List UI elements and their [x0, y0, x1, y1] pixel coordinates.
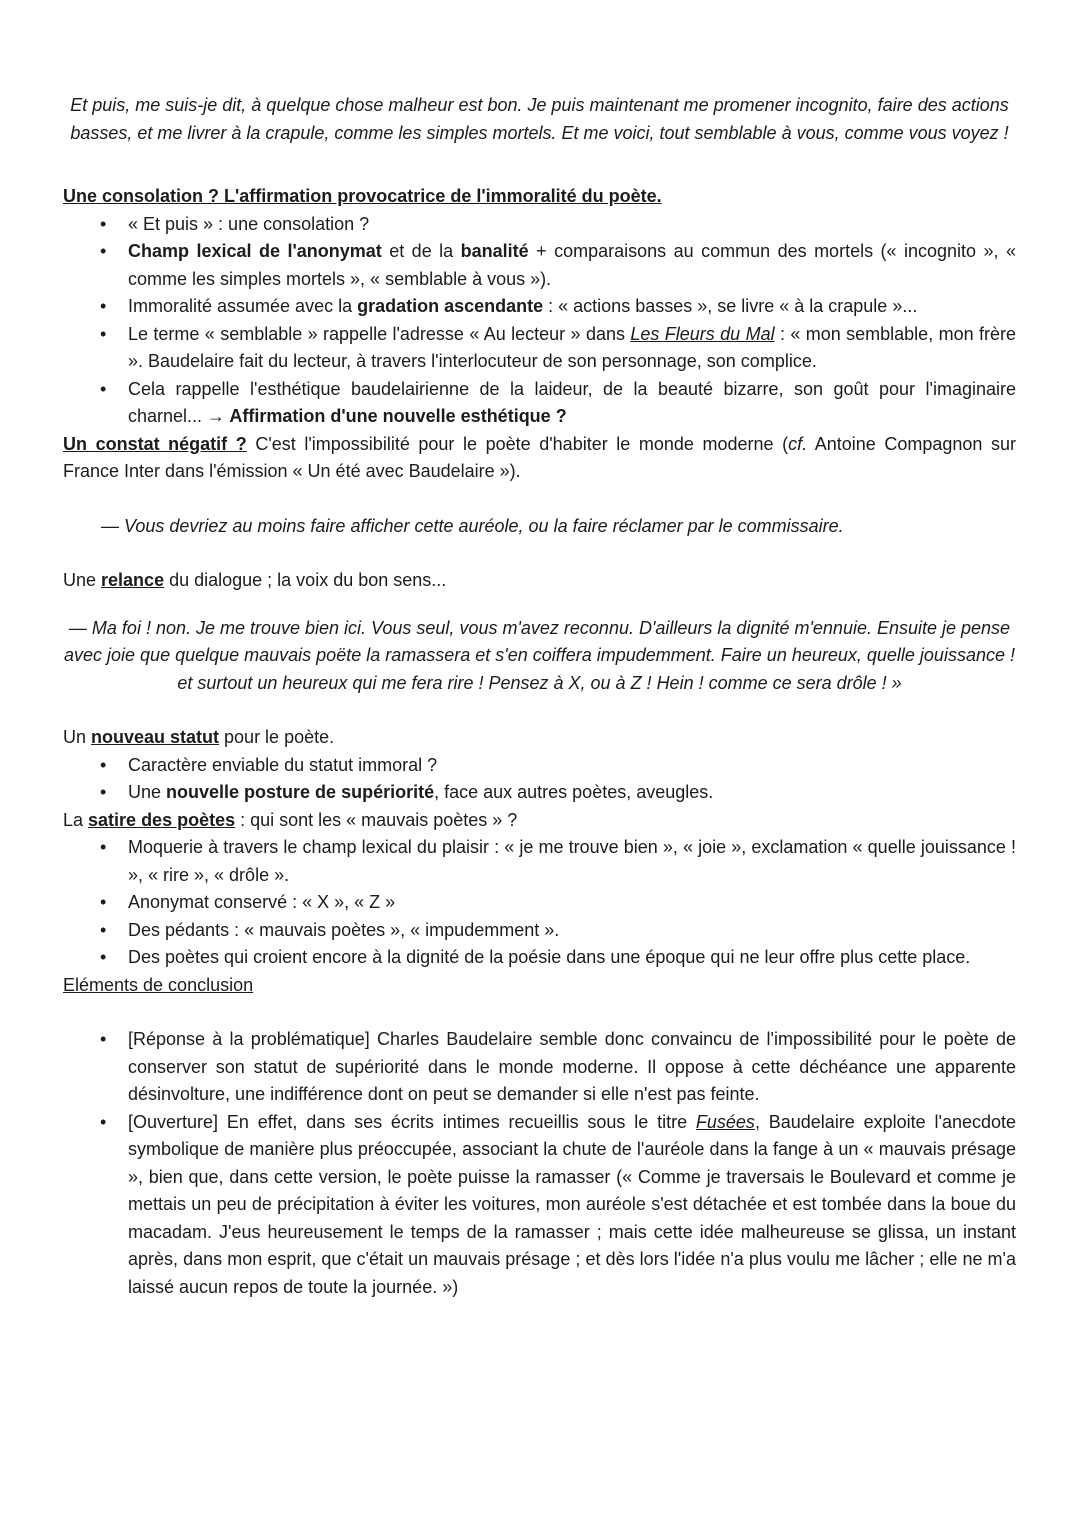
statut-intro-line: [63, 724, 1016, 752]
bullet-dignite: • Des poètes qui croient encore à la dignité de la poésie dans une époque qui ne leur offre plus cette place.: [128, 944, 1016, 972]
bold-run: gradation ascendante: [357, 296, 544, 316]
bullet-anonymat: • Anonymat conservé : « X », « Z »: [128, 889, 1016, 917]
text-run: Une: [63, 570, 102, 590]
statut-bullet-list: [63, 752, 1016, 807]
cf-run: cf.: [788, 433, 808, 454]
text-run: , face aux autres poètes, aveugles.: [434, 782, 714, 802]
bullet-pedants: • Des pédants : « mauvais poètes », « impudemment ».: [128, 917, 1016, 945]
bullet-nouvelle-posture: [128, 779, 1016, 807]
text-run: [Ouverture] En effet, dans ses écrits intimes recueillis sous le titre: [128, 1111, 696, 1132]
relance-line: [63, 567, 1016, 595]
bullet-ouverture: [128, 1109, 1016, 1302]
relance-keyword-run: relance: [101, 570, 165, 590]
bullet-esthetique: [128, 376, 1016, 431]
text-run: du dialogue ; la voix du bon sens...: [164, 570, 447, 590]
arrow-conclusion-run: → Affirmation d'une nouvelle esthétique ?: [207, 406, 567, 426]
satire-bullet-list: [63, 834, 1016, 972]
satire-intro-line: [63, 807, 1016, 835]
bold-run: banalité: [460, 241, 529, 261]
bold-run: nouvelle posture de supériorité: [166, 782, 435, 802]
text-run: pour le poète.: [219, 727, 335, 747]
text-run: : « mon semblable, mon frère ». Baudelaire fait du lecteur, à travers l'interlocuteur de son personnage, son complice.: [128, 323, 1016, 371]
constat-heading-run: Un constat négatif ?: [63, 433, 247, 454]
heading-consolation: Une consolation ? L'affirmation provocatrice de l'immoralité du poète.: [63, 186, 662, 206]
statut-keyword-run: nouveau statut: [91, 727, 220, 747]
text-run: + comparaisons au commun des mortels (« incognito », « comme les simples mortels », « semblable à vous »).: [128, 241, 1017, 289]
text-run: Un: [63, 727, 92, 747]
intro-quote: Et puis, me suis-je dit, à quelque chose malheur est bon. Je puis maintenant me promener incognito, faire des actions basses, et me livrer à la crapule, comme les simples mortels. Et me voici, tout semblable à vous, comme vous voyez !: [70, 95, 1009, 143]
text-run: et de la: [381, 241, 461, 261]
constat-paragraph: [63, 431, 1016, 486]
text-run: C'est l'impossibilité pour le poète d'habiter le monde moderne (: [246, 433, 789, 454]
bullet-semblable: [128, 321, 1016, 376]
bullet-champ-lexical: [128, 238, 1016, 293]
bullet-caractere-enviable: • Caractère enviable du statut immoral ?: [128, 752, 1016, 780]
text-run: Antoine Compagnon sur France Inter dans l'émission « Un été avec Baudelaire »).: [63, 433, 1016, 481]
consolation-bullet-list: [63, 211, 1016, 431]
bullet-et-puis: • « Et puis » : une consolation ?: [128, 211, 1016, 239]
conclusion-bullet-list: [63, 1026, 1016, 1301]
satire-keyword-run: satire des poètes: [88, 809, 236, 830]
text-run: Cela rappelle l'esthétique baudelairienne de la laideur, de la beauté bizarre, son goût pour l'imaginaire charnel...: [128, 378, 1016, 426]
bullet-reponse-problematique: • [Réponse à la problématique] Charles Baudelaire semble donc convaincu de l'impossibilité pour le poète de conserver son statut de supériorité dans le monde moderne. Il oppose à cette déchéance une apparente désinvolture, une indifférence dont on peut se demander si elle n'est pas feinte.: [128, 1026, 1016, 1109]
text-run: : « actions basses », se livre « à la crapule »...: [543, 296, 918, 316]
text-run: : qui sont les « mauvais poètes » ?: [235, 809, 518, 830]
heading-conclusion: Eléments de conclusion: [63, 974, 254, 995]
bold-run: Champ lexical de l'anonymat: [128, 241, 382, 261]
text-run: La: [63, 809, 89, 830]
text-run: Une: [128, 782, 167, 802]
bullet-moquerie: • Moquerie à travers le champ lexical du plaisir : « je me trouve bien », « joie », exclamation « quelle jouissance ! », « rire », « drôle ».: [128, 834, 1016, 889]
text-run: Immoralité assumée avec la: [128, 296, 358, 316]
quote-commissaire: — Vous devriez au moins faire afficher cette auréole, ou la faire réclamer par le commissaire.: [101, 515, 844, 536]
bullet-immoralite: [128, 293, 1016, 321]
book-title-fusees: Fusées: [695, 1111, 755, 1132]
text-run: , Baudelaire exploite l'anecdote symbolique de manière plus préoccupée, associant la chute de l'auréole dans la fange à un « mauvais présage », bien que, dans cette version, le poète puisse la ramasser (« Comme je traversais le Boulevard et comme je mettais un peu de précipitation à éviter les voitures, mon auréole s'est détachée et est tombée dans la boue du macadam. J'eus heureusement le temps de la ramasser ; mais cette idée malheureuse se glissa, un instant après, dans mon esprit, que c'était un mauvais présage ; et dès lors l'idée n'a plus voulu me lâcher ; elle ne m'a laissé aucun repos de toute la journée. »): [128, 1111, 1017, 1297]
book-title-les-fleurs-du-mal: Les Fleurs du Mal: [630, 323, 775, 344]
quote-ma-foi: — Ma foi ! non. Je me trouve bien ici. Vous seul, vous m'avez reconnu. D'ailleurs la dignité m'ennuie. Ensuite je pense avec joie que quelque mauvais poëte la ramassera et s'en coiffera impudemment. Faire un heureux, quelle jouissance ! et surtout un heureux qui me fera rire ! Pensez à X, ou à Z ! Hein ! comme ce sera drôle ! »: [64, 617, 1015, 693]
text-run: Le terme « semblable » rappelle l'adresse « Au lecteur » dans: [128, 323, 631, 344]
